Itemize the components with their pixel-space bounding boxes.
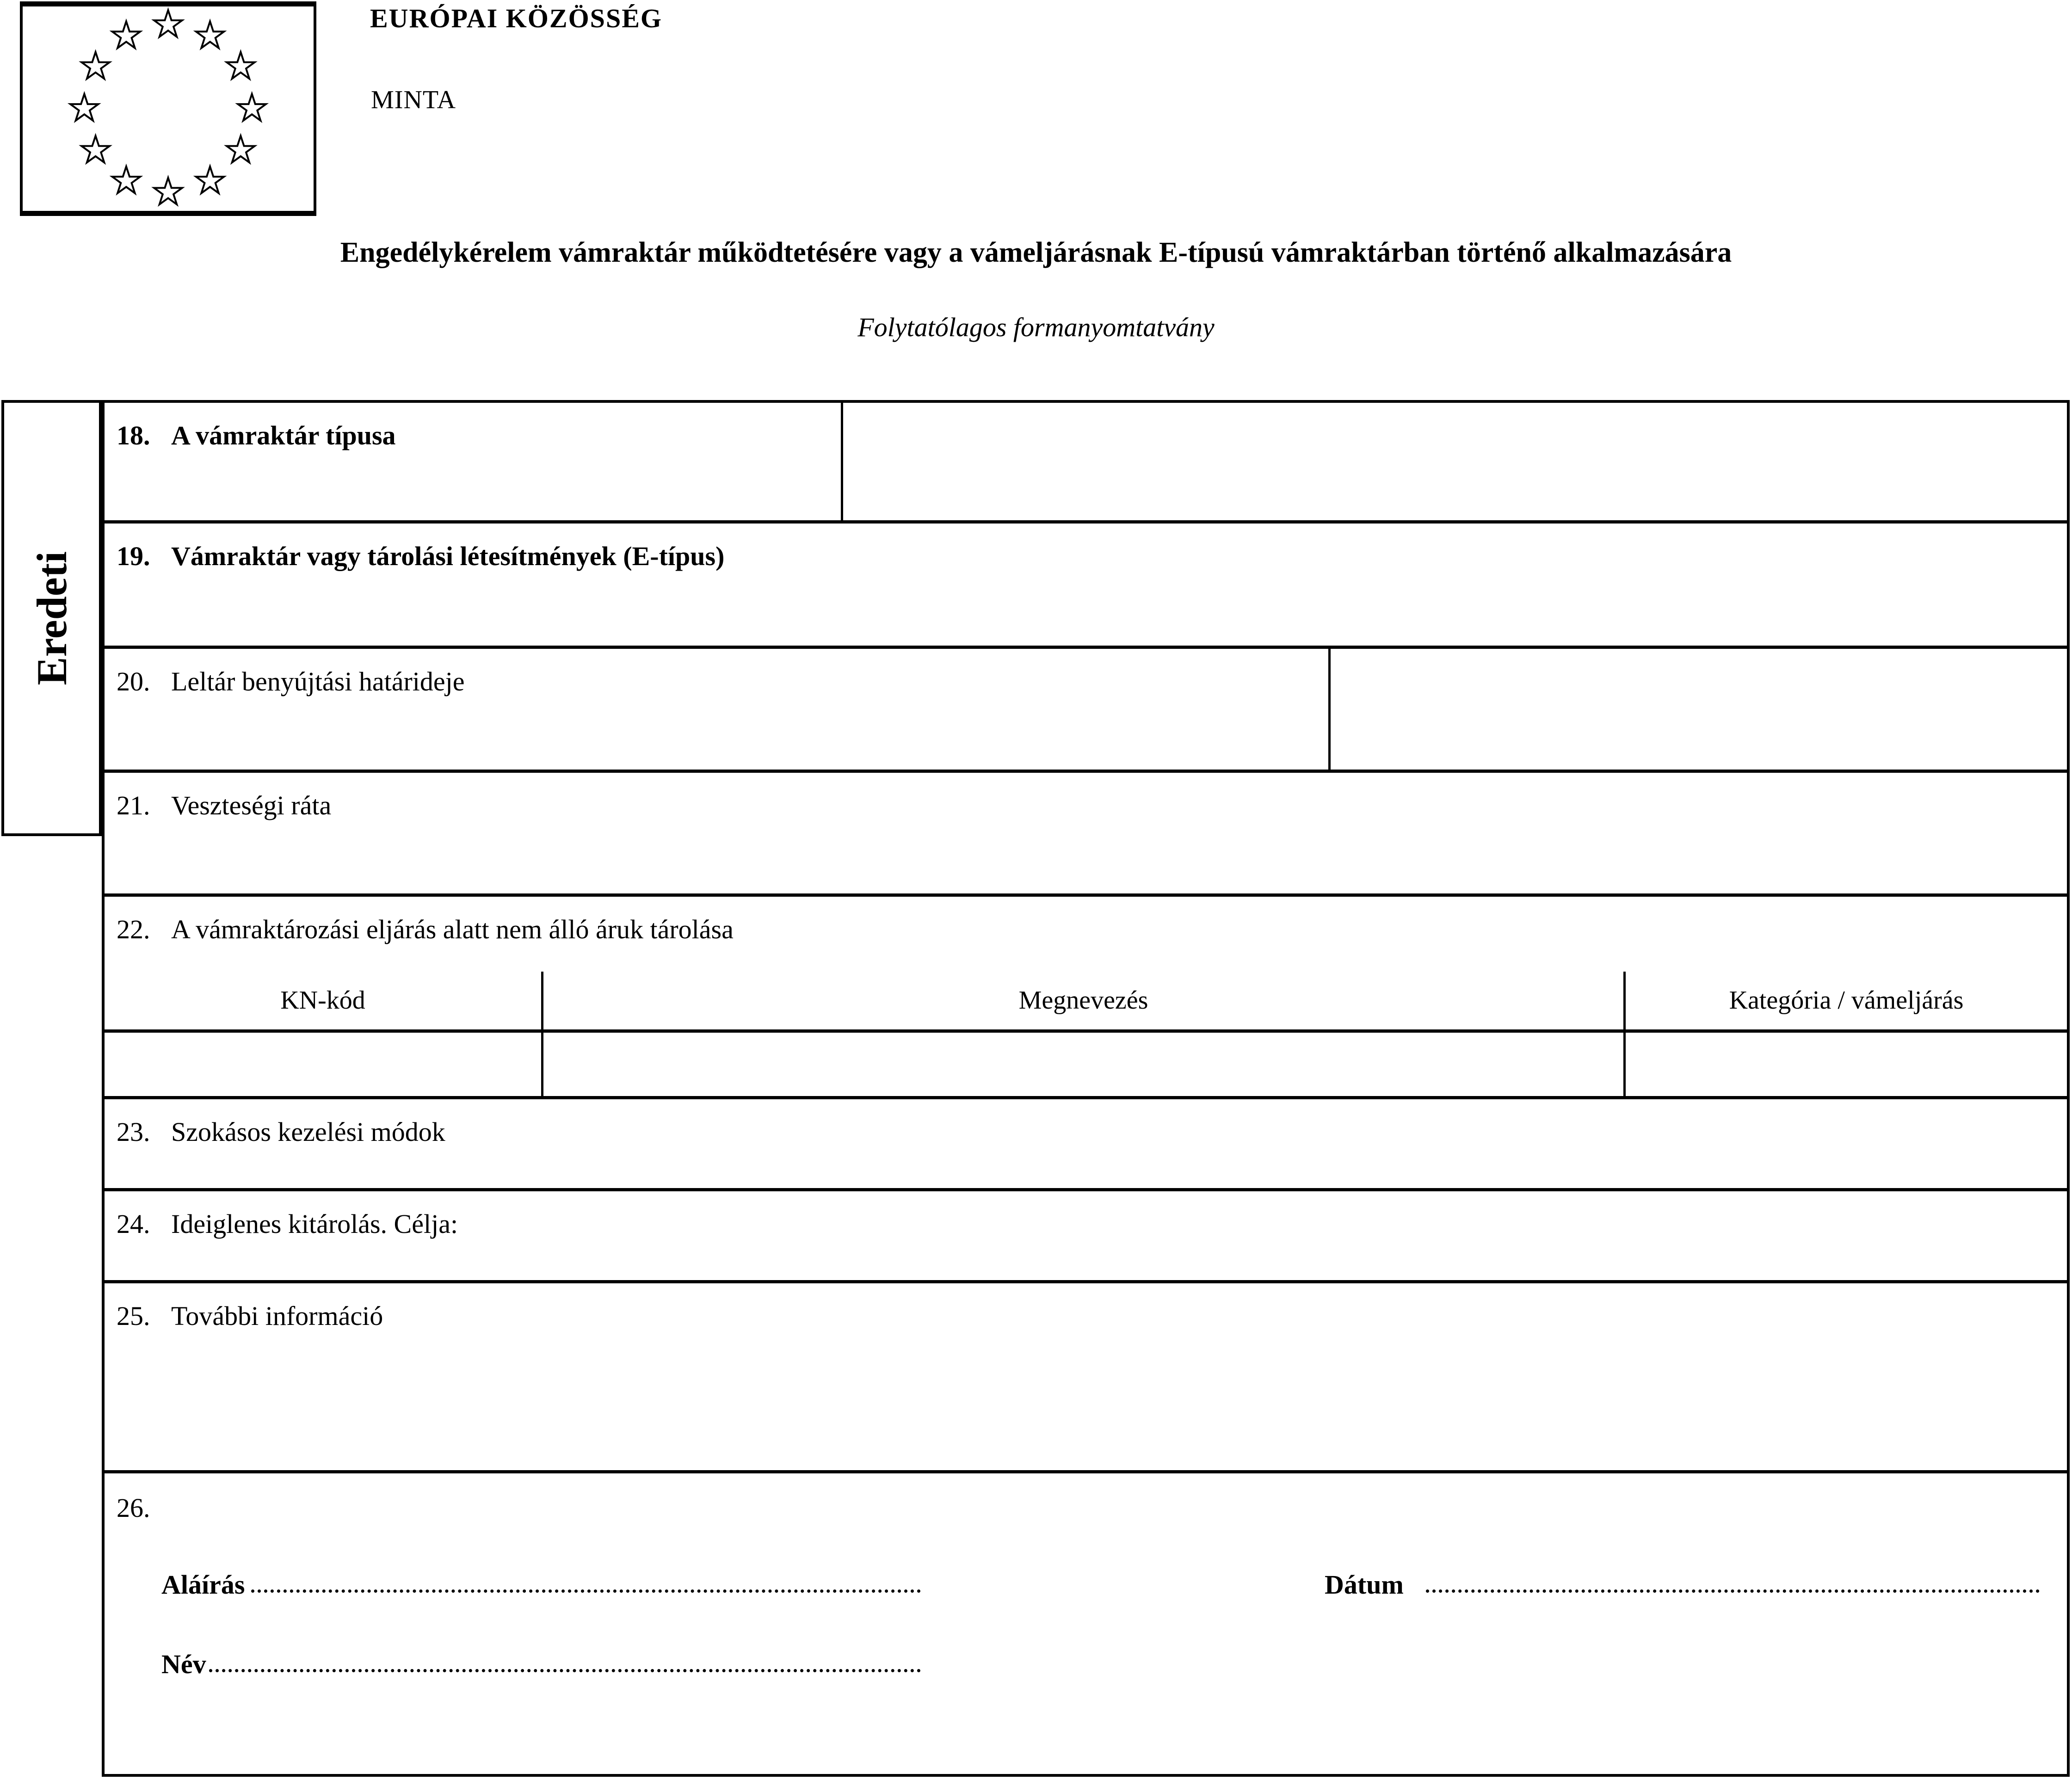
star-icon	[227, 52, 255, 79]
field-label: A vámraktár típusa	[171, 420, 396, 450]
column-header-kn-kod: KN-kód	[105, 972, 543, 1029]
column-header-kategoria-vameljaras: Kategória / vámeljárás	[1729, 986, 1964, 1015]
field-number: 26.	[117, 1493, 150, 1523]
signature-line	[161, 1564, 921, 1598]
field-label-line	[105, 1473, 2067, 1524]
document-subtitle: Folytatólagos formanyomtatvány	[857, 312, 1215, 342]
star-icon	[112, 166, 141, 193]
copy-label: Eredeti	[28, 551, 75, 685]
field-label: További információ	[171, 1301, 383, 1331]
name-dotted-line	[209, 1669, 921, 1672]
star-icon	[81, 52, 110, 79]
star-icon	[81, 136, 110, 163]
specimen-label: MINTA	[371, 86, 456, 114]
star-icon	[154, 10, 182, 37]
form-row-26	[105, 1473, 2067, 1774]
star-icon	[70, 94, 99, 121]
name-label: Név	[161, 1649, 206, 1679]
copy-label-box	[1, 400, 102, 836]
goods-table	[105, 972, 2067, 1096]
star-icon	[154, 178, 182, 204]
star-icon	[196, 21, 224, 48]
field-label: Ideiglenes kitárolás. Célja:	[171, 1209, 458, 1239]
form-row-18	[105, 403, 2067, 524]
document-title: Engedélykérelem vámraktár működtetésére vagy a vámeljárásnak E-típusú vámraktárban történő alkalmazására	[340, 237, 1732, 268]
column-header-megnevezes: Megnevezés	[543, 972, 1626, 1029]
date-label: Dátum	[1325, 1570, 1404, 1600]
goods-table-empty-row	[105, 1033, 2067, 1096]
field-label: A vámraktározási eljárás alatt nem álló áruk tárolása	[171, 914, 734, 944]
form-row-22	[105, 897, 2067, 1099]
form-row-19	[105, 524, 2067, 649]
signature-label: Aláírás	[161, 1570, 245, 1600]
field-label: Veszteségi ráta	[171, 790, 332, 820]
form-grid	[102, 400, 2070, 1777]
form-row-25	[105, 1283, 2067, 1473]
field-label-line	[105, 897, 2067, 945]
field-number: 20.	[117, 666, 150, 696]
community-heading: EURÓPAI KÖZÖSSÉG	[370, 3, 662, 33]
goods-table-header-row	[105, 972, 2067, 1033]
field-number: 23.	[117, 1117, 150, 1147]
table-cell	[1626, 1033, 2067, 1096]
form-row-23	[105, 1099, 2067, 1191]
field-number: 24.	[117, 1209, 150, 1239]
field-number: 18.	[117, 420, 150, 450]
field-label: Szokásos kezelési módok	[171, 1117, 445, 1147]
name-line	[161, 1644, 921, 1678]
cell-divider	[1328, 649, 1331, 770]
field-number: 22.	[117, 914, 150, 944]
field-number: 25.	[117, 1301, 150, 1331]
table-cell	[105, 1033, 543, 1096]
star-icon	[112, 21, 141, 48]
form-row-24	[105, 1191, 2067, 1283]
star-icon	[196, 166, 224, 193]
signature-dotted-line	[251, 1589, 921, 1593]
form-row-20	[105, 649, 2067, 773]
field-number: 21.	[117, 790, 150, 820]
eu-flag-logo	[20, 1, 316, 216]
table-cell	[543, 1033, 1626, 1096]
field-number: 19.	[117, 541, 150, 571]
star-icon	[227, 136, 255, 163]
field-label: Leltár benyújtási határideje	[171, 666, 465, 696]
eu-stars-icon	[23, 6, 314, 211]
star-icon	[238, 94, 266, 121]
cell-divider	[841, 403, 843, 520]
form-row-21	[105, 773, 2067, 897]
date-line	[1325, 1564, 2040, 1598]
field-label: Vámraktár vagy tárolási létesítmények (E-típus)	[171, 541, 725, 571]
date-dotted-line	[1426, 1589, 2040, 1593]
